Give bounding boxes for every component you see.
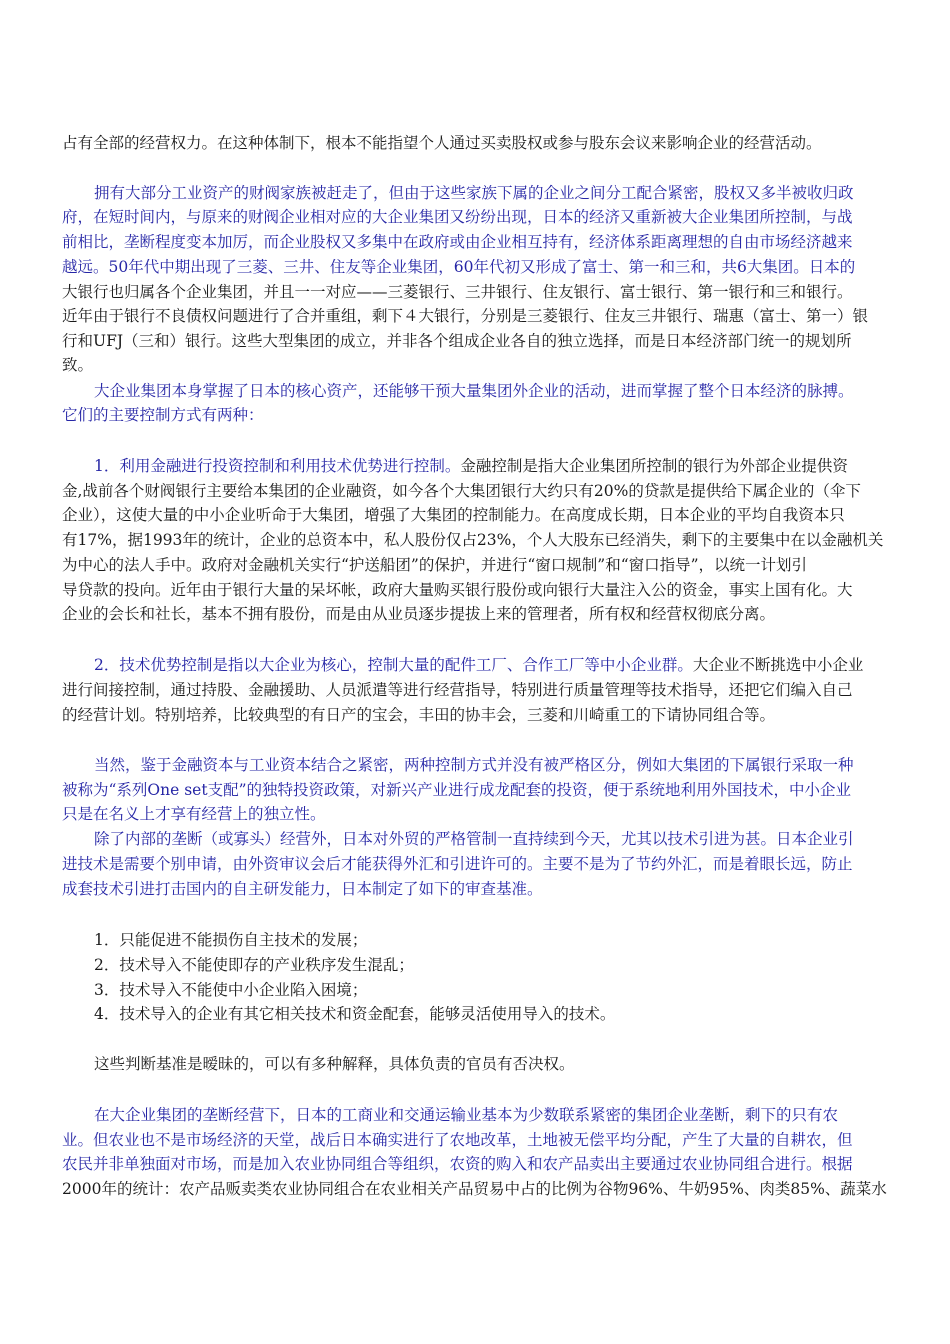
text-line: 的经营计划。特别培养，比较典型的有日产的宝会，丰田的协丰会，三菱和川崎重工的下请协同组合等。 bbox=[62, 706, 776, 724]
text-line: 只是在名义上才享有经营上的独立性。 bbox=[62, 805, 326, 823]
text-line: 它们的主要控制方式有两种： bbox=[62, 406, 264, 424]
text-line: 成套技术引进打击国内的自主研发能力，日本制定了如下的审查基准。 bbox=[62, 880, 543, 898]
text-line: 企业），这使大量的中小企业听命于大集团，增强了大集团的控制能力。在高度成长期，日本企业的平均自我资本只 bbox=[62, 506, 845, 524]
text-span-heading: 1．利用金融进行投资控制和利用技术优势进行控制。 bbox=[94, 457, 461, 475]
text-line: 府，在短时间内，与原来的财阀企业相对应的大企业集团又纷纷出现，日本的经济又重新被大企业集团所控制，与战 bbox=[62, 208, 853, 226]
text-line: 这些判断基准是暧昧的，可以有多种解释，具体负责的官员有否决权。 bbox=[94, 1055, 575, 1073]
text-span-heading: 2．技术优势控制是指以大企业为核心，控制大量的配件工厂、合作工厂等中小企业群。 bbox=[94, 656, 693, 674]
text-line: 致。 bbox=[62, 356, 94, 374]
list-item: 4．技术导入的企业有其它相关技术和资金配套，能够灵活使用导入的技术。 bbox=[94, 1005, 616, 1023]
text-line: 除了内部的垄断（或寡头）经营外，日本对外贸的严格管制一直持续到今天，尤其以技术引进为甚。日本企业引 bbox=[94, 830, 854, 848]
text-line: 进行间接控制，通过持股、金融援助、人员派遣等进行经营指导，特别进行质量管理等技术指导，还把它们编入自己 bbox=[62, 681, 853, 699]
text-line: 前相比，垄断程度变本加厉，而企业股权又多集中在政府或由企业相互持有，经济体系距离理想的自由市场经济越来 bbox=[62, 233, 853, 251]
list-item: 1．只能促进不能损伤自主技术的发展； bbox=[94, 931, 368, 949]
text-line: 占有全部的经营权力。在这种体制下，根本不能指望个人通过买卖股权或参与股东会议来影响企业的经营活动。 bbox=[62, 134, 822, 152]
text-line: 当然，鉴于金融资本与工业资本结合之紧密，两种控制方式并没有被严格区分，例如大集团的下属银行采取一种 bbox=[94, 756, 854, 774]
text-span-body: 金融控制是指大企业集团所控制的银行为外部企业提供资 bbox=[460, 457, 848, 475]
text-line: 近年由于银行不良债权问题进行了合并重组，剩下４大银行，分别是三菱银行、住友三井银行、瑞惠（富士、第一）银 bbox=[62, 307, 869, 325]
text-line: 业。但农业也不是市场经济的天堂，战后日本确实进行了农地改革，土地被无偿平均分配，产生了大量的自耕农，但 bbox=[62, 1131, 853, 1149]
text-line: 越远。50年代中期出现了三菱、三井、住友等企业集团，60年代初又形成了富士、第一和三和，共6大集团。日本的 bbox=[62, 258, 856, 276]
text-line: 大银行也归属各个企业集团，并且一一对应——三菱银行、三井银行、住友银行、富士银行、第一银行和三和银行。 bbox=[62, 283, 853, 301]
text-line: 拥有大部分工业资产的财阀家族被赶走了，但由于这些家族下属的企业之间分工配合紧密，股权又多半被收归政 bbox=[94, 184, 854, 202]
text-line: 进技术是需要个别申请，由外资审议会后才能获得外汇和引进许可的。主要不是为了节约外汇，而是着眼长远，防止 bbox=[62, 855, 853, 873]
text-line: 为中心的法人手中。政府对金融机关实行“护送船团”的保护，并进行“窗口规制”和“窗口指导”，以统一计划引 bbox=[62, 556, 808, 574]
list-item: 2．技术导入不能使即存的产业秩序发生混乱； bbox=[94, 956, 414, 974]
text-line: 行和UFJ（三和）银行。这些大型集团的成立，并非各个组成企业各自的独立选择，而是日本经济部门统一的规划所 bbox=[62, 332, 852, 350]
text-line: 被称为“系列One set支配”的独特投资政策，对新兴产业进行成龙配套的投资，便于系统地利用外国技术，中小企业 bbox=[62, 781, 851, 799]
text-line bbox=[94, 653, 863, 677]
text-line: 有17%，据1993年的统计，企业的总资本中，私人股份仅占23%，个人大股东已经消失，剩下的主要集中在以金融机关 bbox=[62, 531, 884, 549]
text-line: 企业的会长和社长，基本不拥有股份，而是由从业员逐步提拔上来的管理者，所有权和经营权彻底分离。 bbox=[62, 605, 776, 623]
text-line: 在大企业集团的垄断经营下，日本的工商业和交通运输业基本为少数联系紧密的集团企业垄断，剩下的只有农 bbox=[94, 1106, 839, 1124]
text-line: 2000年的统计：农产品贩卖类农业协同组合在农业相关产品贸易中占的比例为谷物96%、牛奶95%、肉类85%、蔬菜水 bbox=[62, 1180, 887, 1198]
text-line: 农民并非单独面对市场，而是加入农业协同组合等组织，农资的购入和农产品卖出主要通过农业协同组合进行。根据 bbox=[62, 1155, 853, 1173]
text-line: 导贷款的投向。近年由于银行大量的呆坏帐，政府大量购买银行股份或向银行大量注入公的资金，事实上国有化。大 bbox=[62, 581, 853, 599]
text-line: 大企业集团本身掌握了日本的核心资产，还能够干预大量集团外企业的活动，进而掌握了整个日本经济的脉搏。 bbox=[94, 382, 854, 400]
text-span-body: 大企业不断挑选中小企业 bbox=[692, 656, 864, 674]
list-item: 3．技术导入不能使中小企业陷入困境； bbox=[94, 981, 368, 999]
text-line bbox=[94, 454, 848, 478]
text-line: 金,战前各个财阀银行主要给本集团的企业融资，如今各个大集团银行大约只有20%的贷款是提供给下属企业的（伞下 bbox=[62, 482, 861, 500]
